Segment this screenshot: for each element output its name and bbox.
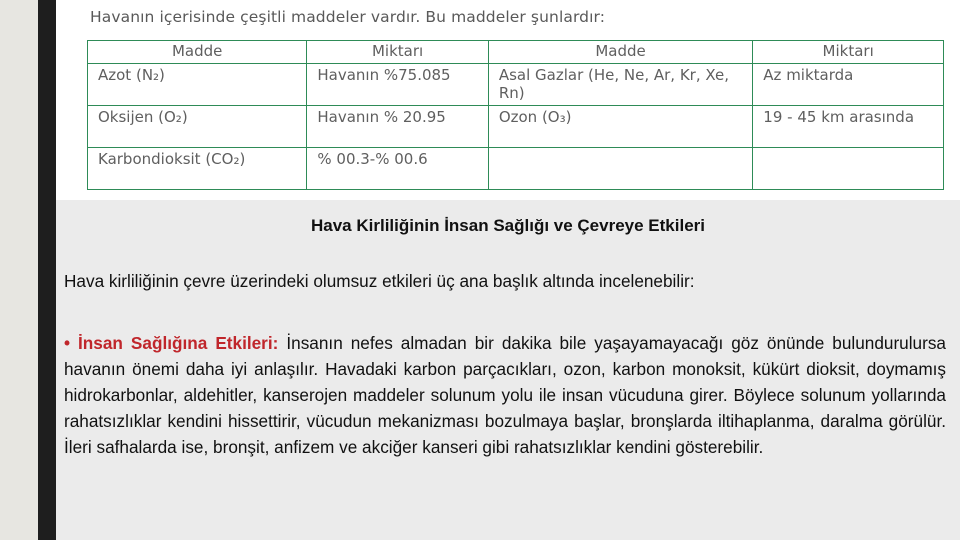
- air-composition-table: [87, 40, 944, 190]
- air-composition-figure: [56, 0, 960, 200]
- table-row: [88, 106, 944, 148]
- intro-paragraph: Hava kirliliğinin çevre üzerindeki olumsuz etkileri üç ana başlık altında incelenebilir:: [64, 271, 695, 291]
- table-cell: [488, 148, 752, 190]
- slide-content: [56, 200, 960, 540]
- table-row: [88, 64, 944, 106]
- table-cell: Oksijen (O₂): [88, 106, 307, 148]
- table-cell: % 00.3-% 00.6: [307, 148, 488, 190]
- column-header-madde: Madde: [488, 41, 752, 64]
- table-cell: [753, 148, 944, 190]
- section-title: Hava Kirliliğinin İnsan Sağlığı ve Çevreye Etkileri: [311, 216, 705, 235]
- left-accent-stripe: [38, 0, 56, 540]
- table-cell: Ozon (O₃): [488, 106, 752, 148]
- left-accent-bar: [0, 0, 56, 540]
- column-header-madde: Madde: [88, 41, 307, 64]
- bullet-marker: •: [64, 333, 71, 353]
- table-row: [88, 148, 944, 190]
- figure-heading: Havanın içerisinde çeşitli maddeler vardır. Bu maddeler şunlardır:: [90, 8, 606, 26]
- bullet-paragraph: [64, 330, 946, 460]
- table-cell: Havanın % 20.95: [307, 106, 488, 148]
- table-cell: Az miktarda: [753, 64, 944, 106]
- table-cell: Havanın %75.085: [307, 64, 488, 106]
- column-header-miktari: Miktarı: [307, 41, 488, 64]
- bullet-label: İnsan Sağlığına Etkileri:: [78, 333, 279, 353]
- table-cell: Azot (N₂): [88, 64, 307, 106]
- column-header-miktari: Miktarı: [753, 41, 944, 64]
- bullet-text: İnsanın nefes almadan bir dakika bile yaşayamayacağı göz önünde bulundurulursa havanın önemi daha iyi anlaşılır. Havadaki karbon parçacıkları, ozon, karbon monoksit, kükürt dioksit, doymamış hidrokarbonlar, aldehitler, kanserojen maddeler solunum yolu ile insan vücuduna girer. Böylece solunum yollarında rahatsızlıklar kendini hissettirir, vücudun mekanizması bozulmaya başlar, bronşlarda iltihaplanma, daralma görülür. İleri safhalarda ise, bronşit, anfizem ve akciğer kanseri gibi rahatsızlıklar kendini gösterebilir.: [64, 333, 946, 457]
- table-cell: Asal Gazlar (He, Ne, Ar, Kr, Xe, Rn): [488, 64, 752, 106]
- table-cell: 19 - 45 km arasında: [753, 106, 944, 148]
- table-cell: Karbondioksit (CO₂): [88, 148, 307, 190]
- table-header-row: [88, 41, 944, 64]
